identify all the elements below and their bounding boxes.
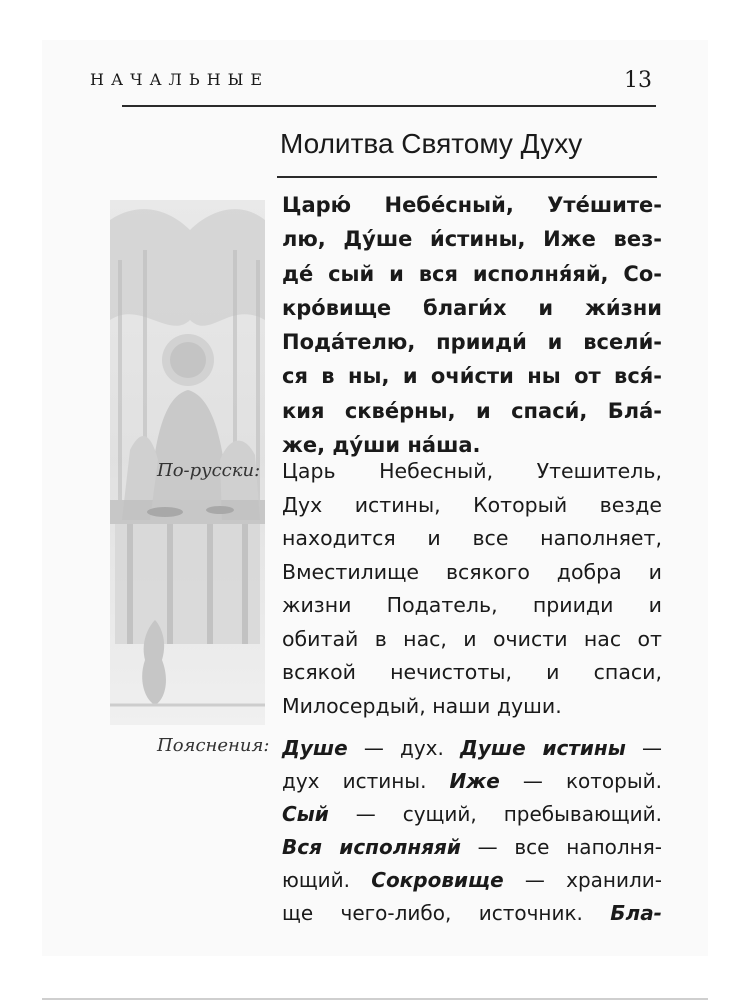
definition: — xyxy=(625,736,662,760)
translation-line: жизни Податель, прииди и xyxy=(282,593,662,617)
term: Душе xyxy=(282,736,348,760)
notes-line xyxy=(282,897,662,930)
notes-line xyxy=(282,864,662,897)
translation-label: По-русски: xyxy=(157,460,261,481)
translation-line: Дух истины, Который везде xyxy=(282,492,662,517)
running-header: НАЧАЛЬНЫЕ xyxy=(90,70,270,89)
term: Вся исполняяй xyxy=(282,835,461,859)
prayer-line: кро́вище благи́х и жи́зни xyxy=(282,295,662,320)
definition: — все наполня- xyxy=(460,835,662,859)
notes-line xyxy=(282,732,662,765)
definition: — дух. xyxy=(347,736,461,760)
notes-line xyxy=(282,831,662,864)
definition: — хранили- xyxy=(503,868,662,892)
definition: — сущий, пребывающий. xyxy=(328,802,662,826)
term: Душе истины xyxy=(460,736,626,760)
translation-line: находится и все наполняет, xyxy=(282,526,662,550)
prayer-line: ся в ны, и очи́сти ны от вся́- xyxy=(282,364,662,389)
notes-line xyxy=(282,765,662,798)
notes-line xyxy=(282,798,662,831)
term: Иже xyxy=(449,769,500,793)
translation-line: всякой нечистоты, и спаси, xyxy=(282,660,662,684)
definition: ще чего-либо, источник. xyxy=(282,901,611,925)
notes-label: Пояснения: xyxy=(157,735,270,756)
prayer-line: лю, Ду́ше и́стины, Иже вез- xyxy=(282,227,662,252)
prayer-title: Молитва Святому Духу xyxy=(280,128,583,159)
term: Сокровище xyxy=(371,868,504,892)
explanations xyxy=(282,732,662,930)
definition: дух истины. xyxy=(282,769,450,793)
church-slavonic-prayer xyxy=(282,188,662,462)
definition: — который. xyxy=(499,769,662,793)
prayer-line: же, ду́ши на́ша. xyxy=(282,433,481,458)
translation-line: Вместилище всякого добра и xyxy=(282,559,662,584)
prayer-line: кия скве́рны, и спаси́, Бла́- xyxy=(282,398,662,423)
prayer-line: Пода́телю, прииди́ и всели́- xyxy=(282,330,662,355)
title-rule xyxy=(277,176,657,178)
term: Бла- xyxy=(610,901,662,925)
translation-line: Милосердый, наши души. xyxy=(282,693,562,718)
term: Сый xyxy=(282,802,329,826)
russian-translation xyxy=(282,455,662,723)
translation-line: обитай в нас, и очисти нас от xyxy=(282,626,662,651)
prayer-line: Царю́ Небе́сный, Уте́шите- xyxy=(282,193,662,217)
page-number: 13 xyxy=(624,68,652,93)
prayer-line: де́ сый и вся исполня́яй, Со- xyxy=(282,261,662,286)
header-rule xyxy=(122,105,656,107)
definition: ющий. xyxy=(282,868,372,892)
translation-line: Царь Небесный, Утешитель, xyxy=(282,459,662,483)
